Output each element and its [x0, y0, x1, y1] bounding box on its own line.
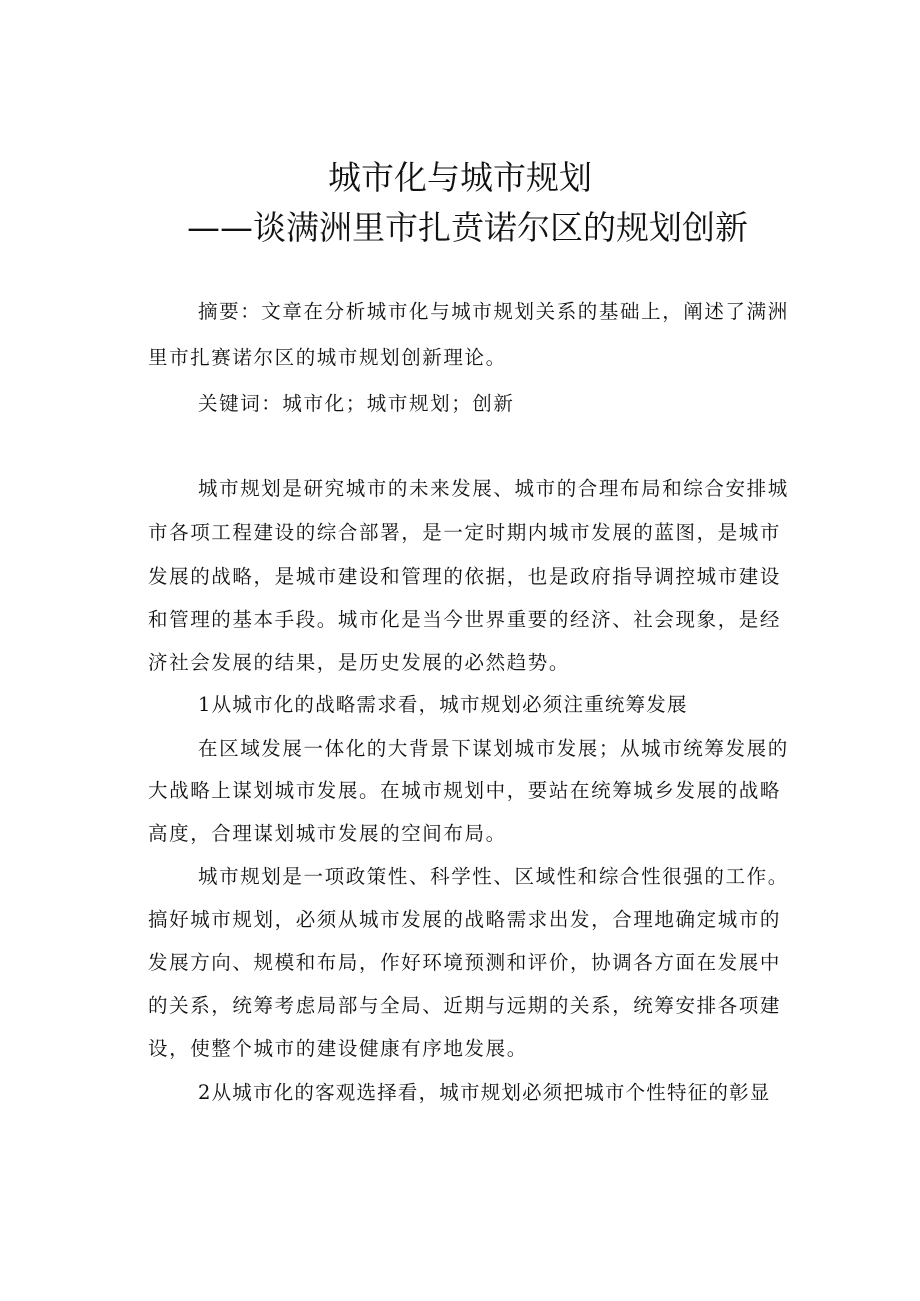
abstract-line-1: 摘要：文章在分析城市化与城市规划关系的基础上，阐述了满洲: [198, 300, 789, 323]
section-heading-2: 2从城市化的客观选择看，城市规划必须把城市个性特征的彰显: [198, 1081, 771, 1104]
paragraph-2-line-2: 大战略上谋划城市发展。在城市规划中，要站在统筹城乡发展的战略: [148, 779, 782, 802]
paragraph-1-line-2: 市各项工程建设的综合部署，是一定时期内城市发展的蓝图，是城市: [148, 521, 782, 544]
abstract-line-2: 里市扎赛诺尔区的城市规划创新理论。: [148, 346, 507, 369]
paragraph-2-line-1: 在区域发展一体化的大背景下谋划城市发展；从城市统筹发展的: [198, 737, 789, 760]
paragraph-3-line-2: 搞好城市规划，必须从城市发展的战略需求出发，合理地确定城市的: [148, 908, 782, 931]
paragraph-3-line-5: 设，使整个城市的建设健康有序地发展。: [148, 1037, 528, 1060]
paragraph-3-line-4: 的关系，统筹考虑局部与全局、近期与远期的关系，统筹安排各项建: [148, 994, 782, 1017]
paragraph-3-line-3: 发展方向、规模和布局，作好环境预测和评价，协调各方面在发展中: [148, 951, 782, 974]
section-heading-1: 1从城市化的战略需求看，城市规划必须注重统筹发展: [198, 693, 688, 716]
paragraph-1-line-5: 济社会发展的结果，是历史发展的必然趋势。: [148, 651, 571, 674]
paragraph-1-line-1: 城市规划是研究城市的未来发展、城市的合理布局和综合安排城: [198, 477, 789, 500]
paragraph-3-line-1: 城市规划是一项政策性、科学性、区域性和综合性很强的工作。: [198, 865, 789, 888]
document-subtitle: ——谈满洲里市扎贲诺尔区的规划创新: [187, 208, 748, 247]
paragraph-1-line-4: 和管理的基本手段。城市化是当今世界重要的经济、社会现象，是经: [148, 608, 782, 631]
document-title: 城市化与城市规划: [328, 158, 592, 197]
paragraph-1-line-3: 发展的战略，是城市建设和管理的依据，也是政府指导调控城市建设: [148, 565, 782, 588]
paragraph-2-line-3: 高度，合理谋划城市发展的空间布局。: [148, 822, 507, 845]
keywords-line: 关键词：城市化；城市规划；创新: [198, 392, 515, 415]
